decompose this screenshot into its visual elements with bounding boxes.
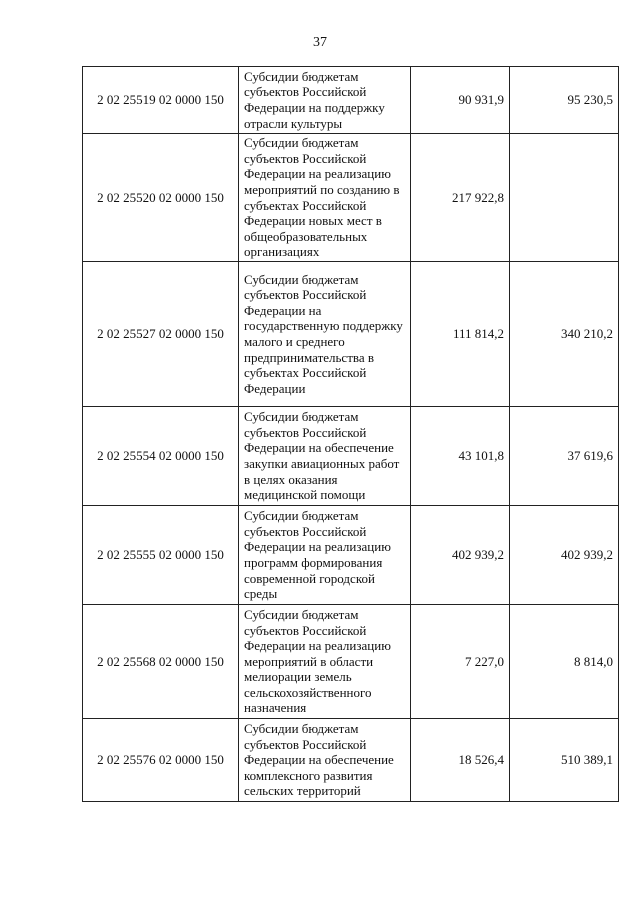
amount-cell: 95 230,5 <box>510 67 619 134</box>
amount-cell: 43 101,8 <box>411 407 510 506</box>
amount-cell: 340 210,2 <box>510 262 619 407</box>
revenue-name-cell: Субсидии бюджетам субъектов Российской Федерации на государственную поддержку малого и среднего предпринимательства в субъектах Российской Федерации <box>239 262 411 407</box>
table-row <box>83 605 619 719</box>
revenue-name-cell: Субсидии бюджетам субъектов Российской Федерации на обеспечение комплексного развития сельских территорий <box>239 719 411 802</box>
amount-cell: 7 227,0 <box>411 605 510 719</box>
table-row <box>83 407 619 506</box>
amount-cell: 111 814,2 <box>411 262 510 407</box>
amount-cell: 510 389,1 <box>510 719 619 802</box>
amount-cell: 402 939,2 <box>411 506 510 605</box>
revenue-code-cell: 2 02 25519 02 0000 150 <box>83 67 239 134</box>
revenue-code-cell: 2 02 25527 02 0000 150 <box>83 262 239 407</box>
revenue-code-cell: 2 02 25568 02 0000 150 <box>83 605 239 719</box>
revenue-name-cell: Субсидии бюджетам субъектов Российской Федерации на обеспечение закупки авиационных работ в целях оказания медицинской помощи <box>239 407 411 506</box>
revenue-name-cell: Субсидии бюджетам субъектов Российской Федерации на реализацию мероприятий по созданию в субъектах Российской Федерации новых мест в общеобразовательных организациях <box>239 134 411 262</box>
revenue-code-cell: 2 02 25576 02 0000 150 <box>83 719 239 802</box>
amount-cell: 402 939,2 <box>510 506 619 605</box>
table-row <box>83 67 619 134</box>
table-row <box>83 506 619 605</box>
amount-cell: 8 814,0 <box>510 605 619 719</box>
revenue-name-cell: Субсидии бюджетам субъектов Российской Федерации на поддержку отрасли культуры <box>239 67 411 134</box>
revenue-code-cell: 2 02 25520 02 0000 150 <box>83 134 239 262</box>
amount-cell: 90 931,9 <box>411 67 510 134</box>
amount-cell: 37 619,6 <box>510 407 619 506</box>
amount-cell: 217 922,8 <box>411 134 510 262</box>
table-row <box>83 262 619 407</box>
revenue-name-cell: Субсидии бюджетам субъектов Российской Федерации на реализацию мероприятий в области мелиорации земель сельскохозяйственного назначения <box>239 605 411 719</box>
table-row <box>83 719 619 802</box>
page-number: 37 <box>313 35 327 50</box>
amount-cell: 18 526,4 <box>411 719 510 802</box>
amount-cell <box>510 134 619 262</box>
revenue-name-cell: Субсидии бюджетам субъектов Российской Федерации на реализацию программ формирования современной городской среды <box>239 506 411 605</box>
revenue-code-cell: 2 02 25554 02 0000 150 <box>83 407 239 506</box>
revenue-code-cell: 2 02 25555 02 0000 150 <box>83 506 239 605</box>
budget-revenue-table <box>82 66 619 802</box>
table-row <box>83 134 619 262</box>
